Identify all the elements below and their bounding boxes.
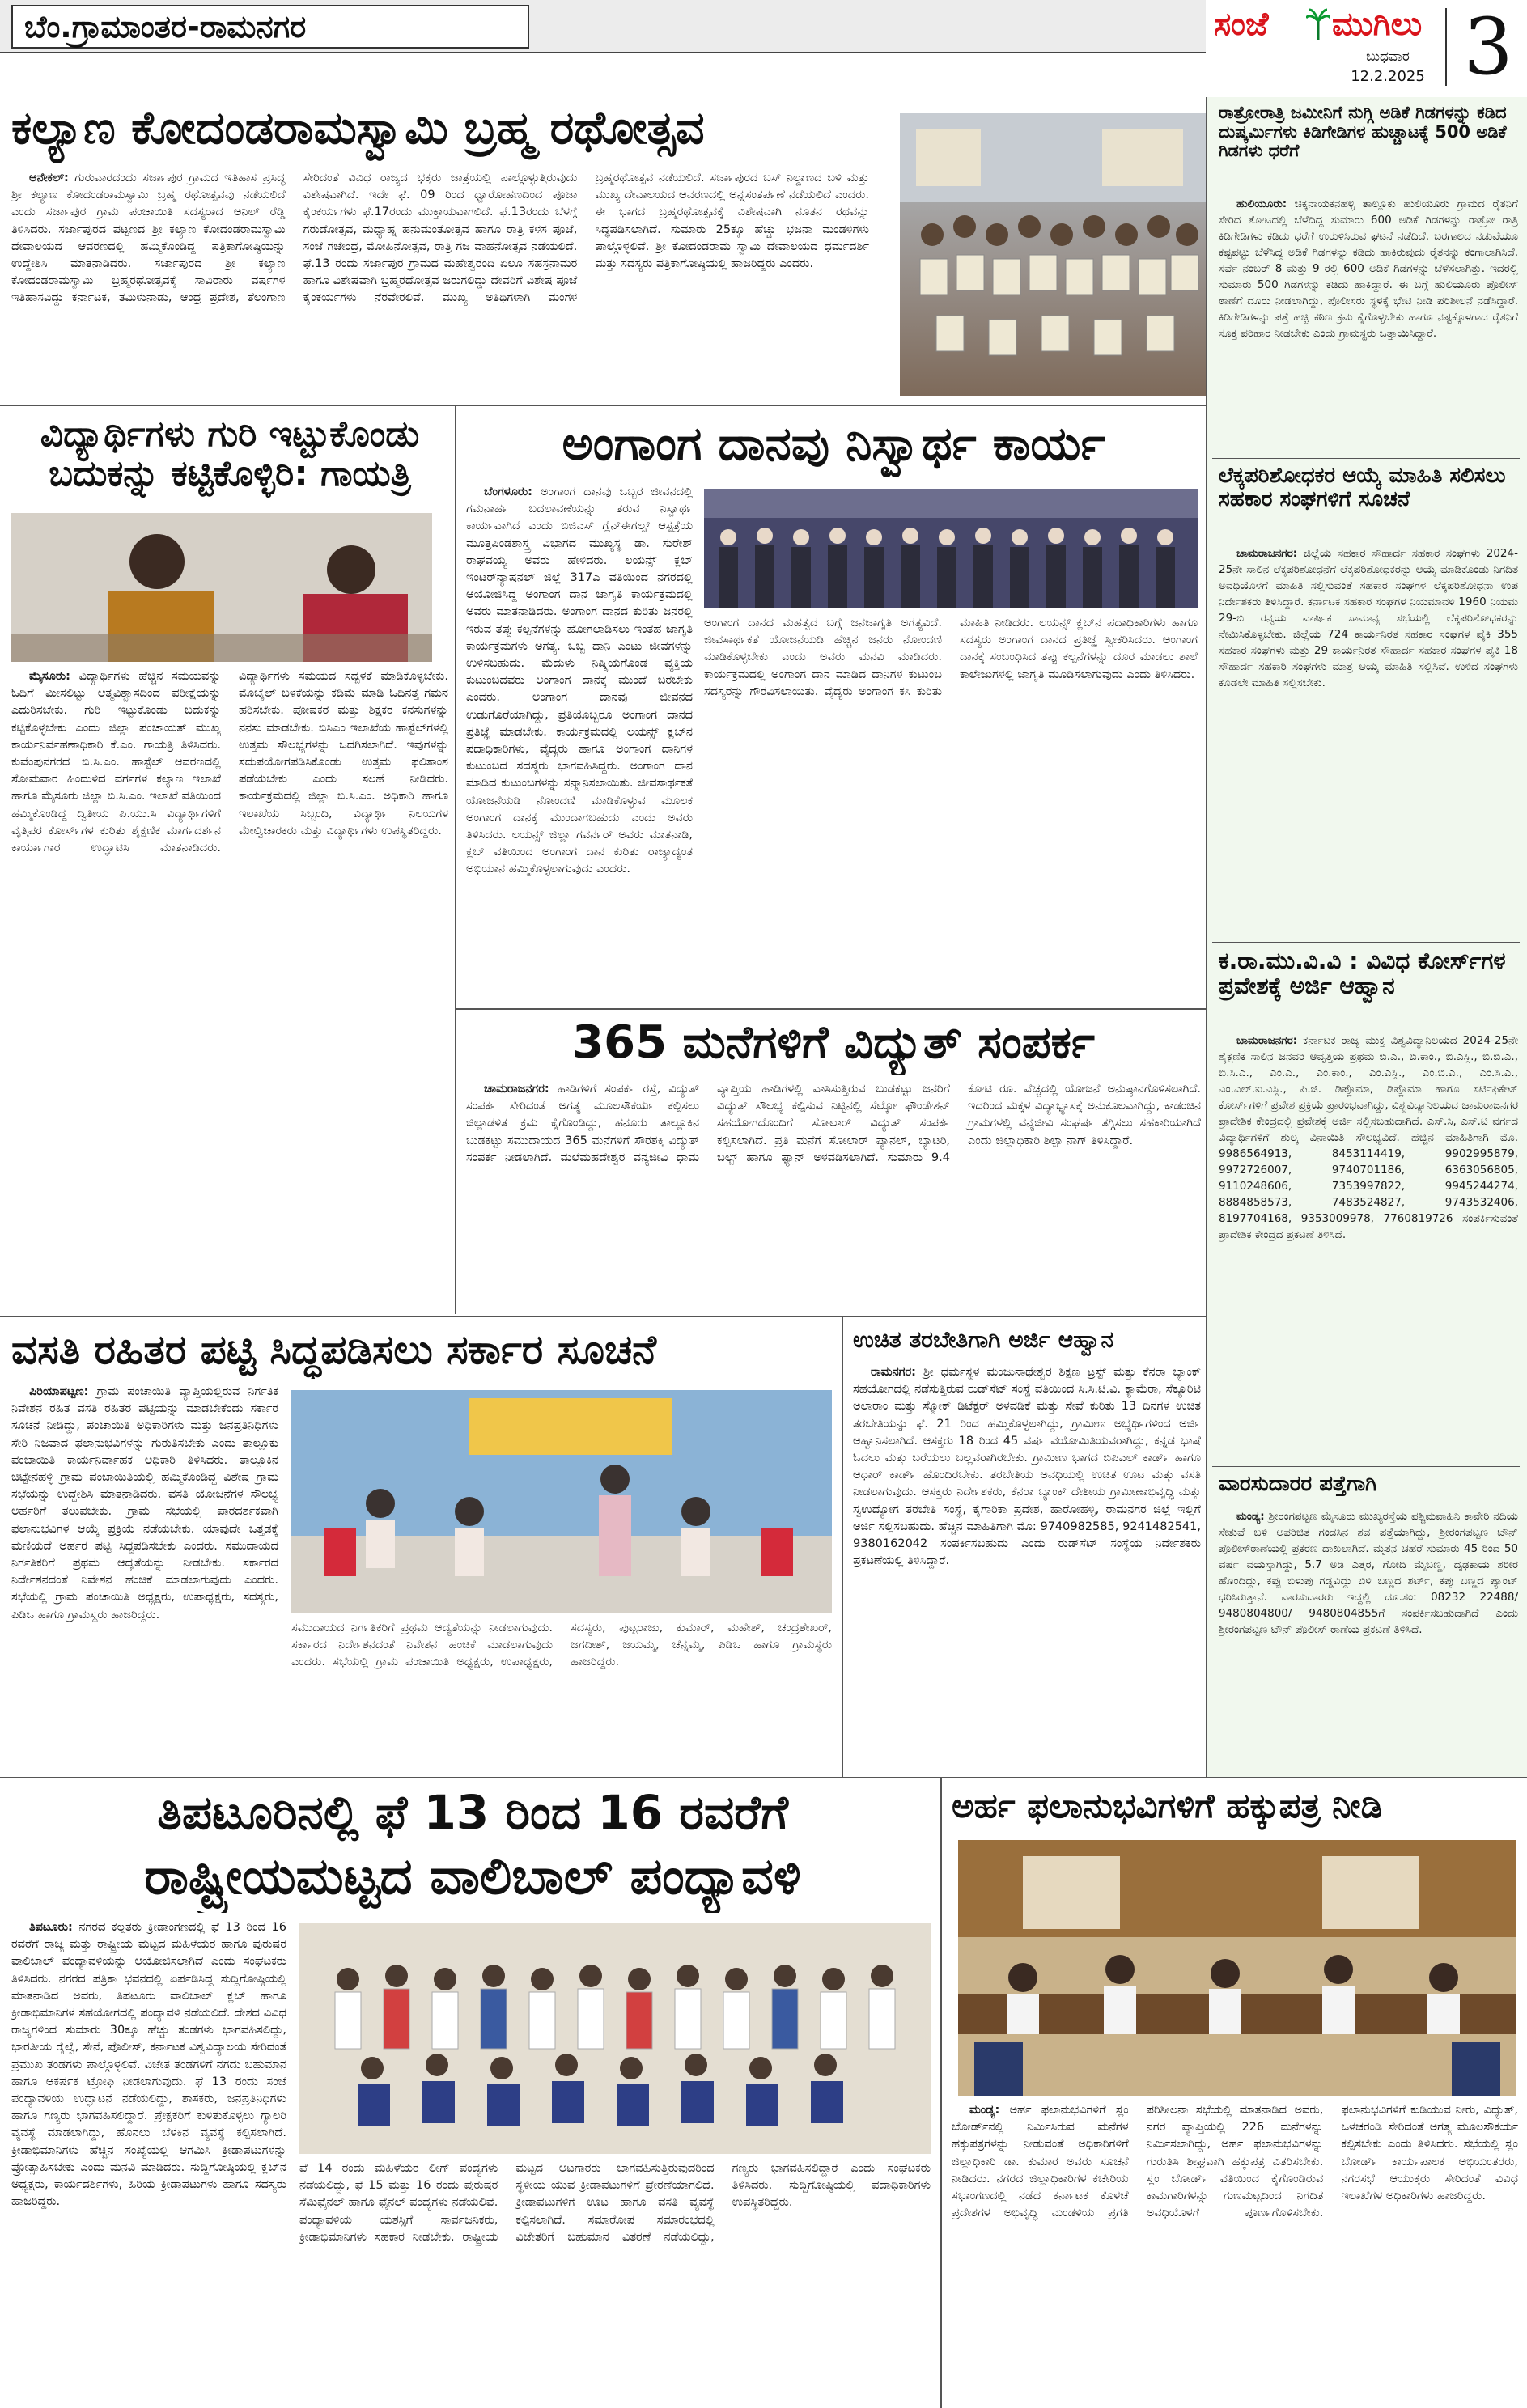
dignitaries-stage-icon (704, 489, 1198, 608)
kalyana-headline: ಕಲ್ಯಾಣ ಕೋದಂಡರಾಮಸ್ವಾಮಿ ಬ್ರಹ್ಮ ರಥೋತ್ಸವ (11, 104, 705, 155)
kara-body (1219, 1032, 1518, 1461)
kara-text: ಕರ್ನಾಟಕ ರಾಜ್ಯ ಮುಕ್ತ ವಿಶ್ವವಿದ್ಯಾನಿಲಯದ 2024-25ನೇ ಶೈಕ್ಷಣಿಕ ಸಾಲಿನ ಜನವರಿ ಆವೃತ್ತಿಯ ಪ್ರಥಮ ಬಿ.ಎ., ಬಿ.ಕಾಂ., ಬಿ.ಎಸ್ಸಿ., ಬಿ.ಬಿ.ಎ., ಬಿ.ಸಿ.ಎ., ಎಂ.ಎ., ಎಂ.ಕಾಂ., ಎಂ.ಎಸ್ಸಿ., ಎಂ.ಬಿ.ಎ., ಎಂ.ಸಿ.ಎ., ಎಂ.ಎಲ್.ಐ.ಎಸ್ಸಿ., ಪಿ.ಜಿ. ಡಿಪ್ಲೊಮಾ, ಡಿಪ್ಲೊಮಾ ಹಾಗೂ ಸರ್ಟಿಫಿಕೇಟ್ ಕೋರ್ಸ್‌ಗಳಿಗೆ ಪ್ರವೇಶ ಪ್ರಕ್ರಿಯೆ ಪ್ರಾರಂಭವಾಗಿದ್ದು, ವಿಶ್ವವಿದ್ಯಾನಿಲಯದ ಚಾಮರಾಜನಗರ ಪ್ರಾದೇಶಿಕ ಕೇಂದ್ರದಲ್ಲಿ ಪ್ರವೇಶಕ್ಕೆ ಅರ್ಜಿ ಸಲ್ಲಿಸಬಹುದಾಗಿದೆ. ಎಸ್.ಸಿ, ಎಸ್.ಟಿ ವರ್ಗದ ವಿದ್ಯಾರ್ಥಿಗಳಿಗೆ ಶುಲ್ಕ ವಿನಾಯಿತಿ ಸೌಲಭ್ಯವಿದೆ. ಹೆಚ್ಚಿನ ಮಾಹಿತಿಗಾಗಿ ಮೊ. 9986564913, 8453114419, 9902995879, 9972726007, 9740701186, 6363056805, 9110248606, 7353997822, 9945244274, 8884858573, 7483524827, 9743532406, 8197704168, 9353009978, 7760819726 ಸಂಪರ್ಕಿಸುವಂತೆ ಪ್ರಾದೇಶಿಕ ಕೇಂದ್ರದ ಪ್ರಕಟಣೆ ತಿಳಿಸಿದೆ. (1219, 1034, 1518, 1241)
arha-text: ಅರ್ಹ ಫಲಾನುಭವಿಗಳಿಗೆ ಸ್ಲಂ ಬೋರ್ಡ್‌ನಲ್ಲಿ ನಿರ್ಮಿಸಿರುವ ಮನೆಗಳ ಹಕ್ಕುಪತ್ರಗಳನ್ನು ನೀಡುವಂತೆ ಅಧಿಕಾರಿಗಳಿಗೆ ಜಿಲ್ಲಾಧಿಕಾರಿ ಡಾ. ಕುಮಾರ ಅವರು ಸೂಚನೆ ನೀಡಿದರು. ನಗರದ ಜಿಲ್ಲಾಧಿಕಾರಿಗಳ ಕಚೇರಿಯ ಸಭಾಂಗಣದಲ್ಲಿ ನಡೆದ ಕರ್ನಾಟಕ ಕೊಳಚೆ ಪ್ರದೇಶಗಳ ಅಭಿವೃದ್ಧಿ ಮಂಡಳಿಯ ಪ್ರಗತಿ ಪರಿಶೀಲನಾ ಸಭೆಯಲ್ಲಿ ಮಾತನಾಡಿದ ಅವರು, ನಗರ ವ್ಯಾಪ್ತಿಯಲ್ಲಿ 226 ಮನೆಗಳನ್ನು ನಿರ್ಮಿಸಲಾಗಿದ್ದು, ಅರ್ಹ ಫಲಾನುಭವಿಗಳನ್ನು ಗುರುತಿಸಿ ಶೀಘ್ರವಾಗಿ ಹಕ್ಕುಪತ್ರ ವಿತರಿಸಬೇಕು. ಸ್ಲಂ ಬೋರ್ಡ್ ವತಿಯಿಂದ ಕೈಗೊಂಡಿರುವ ಕಾಮಗಾರಿಗಳನ್ನು ಗುಣಮಟ್ಟದಿಂದ ನಿಗದಿತ ಅವಧಿಯೊಳಗೆ ಪೂರ್ಣಗೊಳಿಸಬೇಕು. ಫಲಾನುಭವಿಗಳಿಗೆ ಕುಡಿಯುವ ನೀರು, ವಿದ್ಯುತ್, ಒಳಚರಂಡಿ ಸೇರಿದಂತೆ ಅಗತ್ಯ ಮೂಲಸೌಕರ್ಯ ಕಲ್ಪಿಸಬೇಕು ಎಂದು ತಿಳಿಸಿದರು. ಸಭೆಯಲ್ಲಿ ಸ್ಲಂ ಬೋರ್ಡ್ ಕಾರ್ಯಪಾಲಕ ಅಭಿಯಂತರರು, ನಗರಸಭೆ ಆಯುಕ್ತರು ಸೇರಿದಂತೆ ವಿವಿಧ ಇಲಾಖೆಗಳ ಅಧಿಕಾರಿಗಳು ಹಾಜರಿದ್ದರು. (952, 2104, 1518, 2220)
vasati-photo (291, 1390, 832, 1613)
tiptur-headline-line1: ತಿಪಟೂರಿನಲ್ಲಿ ಫೆ 13 ರಿಂದ 16 ರವರೆಗೆ (157, 1787, 788, 1840)
vasati-body-right (291, 1620, 832, 1769)
vara-text: ಶ್ರೀರಂಗಪಟ್ಟಣ ಮೈಸೂರು ಮುಖ್ಯರಸ್ತೆಯ ಪಶ್ಚಿಮವಾಹಿನಿ ಕಾವೇರಿ ನದಿಯ ಸೇತುವೆ ಬಳಿ ಅಪರಿಚಿತ ಗಂಡಸಿನ ಶವ ಪತ್ತೆಯಾಗಿದ್ದು, ಶ್ರೀರಂಗಪಟ್ಟಣ ಟೌನ್ ಪೊಲೀಸ್‌ಠಾಣೆಯಲ್ಲಿ ಪ್ರಕರಣ ದಾಖಲಾಗಿದೆ. ಮೃತನ ಚಹರೆ ಸುಮಾರು 45 ರಿಂದ 50 ವರ್ಷ ವಯಸ್ಸಾಗಿದ್ದು, 5.7 ಅಡಿ ಎತ್ತರ, ಗೋದಿ ಮೈಬಣ್ಣ, ದೃಢಕಾಯ ಶರೀರ ಹೊಂದಿದ್ದು, ಕಪ್ಪು ಬಿಳುಪು ಗಡ್ಡವಿದ್ದು ಬಿಳಿ ಬಣ್ಣದ ಶರ್ಟ್, ಕಪ್ಪು ಬಣ್ಣದ ಪ್ಯಾಂಟ್ ಧರಿಸಿರುತ್ತಾನೆ. ವಾರಸುದಾರರು ಇದ್ದಲ್ಲಿ ದೂ.ಸಂ: 08232 22488/ 9480804800/ 9480804855ಗೆ ಸಂಪರ್ಕಿಸಬಹುದಾಗಿದೆ ಎಂದು ಶ್ರೀರಂಗಪಟ್ಟಣ ಟೌನ್ ಪೊಲೀಸ್ ಠಾಣೆಯ ಪ್ರಕಟಣೆ ತಿಳಿಸಿದೆ. (1219, 1510, 1518, 1636)
lekka-body (1219, 545, 1518, 937)
tiptur-headline-line2: ರಾಷ್ಟ್ರೀಯಮಟ್ಟದ ವಾಲಿಬಾಲ್ ಪಂದ್ಯಾವಳಿ (144, 1848, 801, 1906)
arha-dateline: ಮಂಡ್ಯ: (969, 2104, 1000, 2117)
vasati-continuation: ಸಮುದಾಯದ ನಿರ್ಗತಿಕರಿಗೆ ಪ್ರಥಮ ಆದ್ಯತೆಯನ್ನು ನೀಡಲಾಗುವುದು. ಸರ್ಕಾರದ ನಿರ್ದೇಶನದಂತೆ ನಿವೇಶನ ಹಂಚಿಕೆ ಮಾಡಲಾಗುವುದು ಎಂದರು. ಸಭೆಯಲ್ಲಿ ಗ್ರಾಮ ಪಂಚಾಯಿತಿ ಅಧ್ಯಕ್ಷರು, ಉಪಾಧ್ಯಕ್ಷರು, ಸದಸ್ಯರು, ಪುಟ್ಟರಾಜು, ಕುಮಾರ್, ಮಹೇಶ್, ಚಂದ್ರಶೇಖರ್, ಜಗದೀಶ್, ಜಯಮ್ಮ, ಚೆನ್ನಮ್ಮ, ಪಿಡಿಒ ಹಾಗೂ ಗ್ರಾಮಸ್ಥರು ಹಾಜರಿದ್ದರು. (291, 1622, 832, 1669)
angaanga-text: ಅಂಗಾಂಗ ದಾನವು ಒಬ್ಬರ ಜೀವನದಲ್ಲಿ ಗಮನಾರ್ಹ ಬದಲಾವಣೆಯನ್ನು ತರುವ ನಿಸ್ವಾರ್ಥ ಕಾರ್ಯವಾಗಿದೆ ಎಂದು ಬಿಜಿಎಸ್ ಗ್ಲೆನ್‌ಈಗಲ್ಸ್ ಆಸ್ಪತ್ರೆಯ ಮೂತ್ರಪಿಂಡಶಾಸ್ತ್ರ ವಿಭಾಗದ ಮುಖ್ಯಸ್ಥ ಡಾ. ಸುರೇಶ್ ರಾಘವಯ್ಯ ಅವರು ಹೇಳಿದರು. ಲಯನ್ಸ್ ಕ್ಲಬ್ ಇಂಟರ್‌ನ್ಯಾಷನಲ್ ಜಿಲ್ಲೆ 317ಎ ವತಿಯಿಂದ ನಗರದಲ್ಲಿ ಆಯೋಜಿಸಿದ್ದ ಅಂಗಾಂಗ ದಾನ ಜಾಗೃತಿ ಕಾರ್ಯಕ್ರಮದಲ್ಲಿ ಅವರು ಮಾತನಾಡಿದರು. ಅಂಗಾಂಗ ದಾನದ ಕುರಿತು ಜನರಲ್ಲಿ ಇರುವ ತಪ್ಪು ಕಲ್ಪನೆಗಳನ್ನು ಹೋಗಲಾಡಿಸಲು ಇಂತಹ ಜಾಗೃತಿ ಕಾರ್ಯಕ್ರಮಗಳು ಅಗತ್ಯ. ಒಬ್ಬ ದಾನಿ ಎಂಟು ಜೀವಗಳನ್ನು ಉಳಿಸಬಹುದು. ಮೆದುಳು ನಿಷ್ಕ್ರಿಯಗೊಂಡ ವ್ಯಕ್ತಿಯ ಕುಟುಂಬದವರು ಅಂಗಾಂಗ ದಾನಕ್ಕೆ ಮುಂದೆ ಬರಬೇಕು ಎಂದರು. ಅಂಗಾಂಗ ದಾನವು ಜೀವನದ ಉಡುಗೊರೆಯಾಗಿದ್ದು, ಪ್ರತಿಯೊಬ್ಬರೂ ಅಂಗಾಂಗ ದಾನದ ಪ್ರತಿಜ್ಞೆ ಮಾಡಬೇಕು. ಕಾರ್ಯಕ್ರಮದಲ್ಲಿ ಲಯನ್ಸ್ ಕ್ಲಬ್‌ನ ಪದಾಧಿಕಾರಿಗಳು, ವೈದ್ಯರು ಹಾಗೂ ಅಂಗಾಂಗ ದಾನಿಗಳ ಕುಟುಂಬದ ಸದಸ್ಯರು ಭಾಗವಹಿಸಿದ್ದರು. ಅಂಗಾಂಗ ದಾನ ಮಾಡಿದ ಕುಟುಂಬಗಳನ್ನು ಸನ್ಮಾನಿಸಲಾಯಿತು. ಜೀವಸಾರ್ಥಕತೆ ಯೋಜನೆಯಡಿ ನೋಂದಣಿ ಮಾಡಿಕೊಳ್ಳುವ ಮೂಲಕ ಅಂಗಾಂಗ ದಾನಕ್ಕೆ ಮುಂದಾಗಬಹುದು ಎಂದು ಅವರು ತಿಳಿಸಿದರು. ಲಯನ್ಸ್ ಜಿಲ್ಲಾ ಗವರ್ನರ್ ಅವರು ಮಾತನಾಡಿ, ಕ್ಲಬ್ ವತಿಯಿಂದ ಅಂಗಾಂಗ ದಾನ ಕುರಿತು ರಾಜ್ಯಾದ್ಯಂತ ಅಭಿಯಾನ ಹಮ್ಮಿಕೊಳ್ಳಲಾಗುವುದು ಎಂದರು. (466, 485, 693, 876)
officials-seated-icon (11, 513, 432, 662)
angaanga-body-left (466, 484, 693, 1003)
kara-dateline: ಚಾಮರಾಜನಗರ: (1236, 1034, 1298, 1047)
angaanga-continuation: ಅಂಗಾಂಗ ದಾನದ ಮಹತ್ವದ ಬಗ್ಗೆ ಜನಜಾಗೃತಿ ಅಗತ್ಯವಿದೆ. ಜೀವಸಾರ್ಥಕತೆ ಯೋಜನೆಯಡಿ ಹೆಚ್ಚಿನ ಜನರು ನೋಂದಣಿ ಮಾಡಿಕೊಳ್ಳಬೇಕು ಎಂದು ಅವರು ಮನವಿ ಮಾಡಿದರು. ಕಾರ್ಯಕ್ರಮದಲ್ಲಿ ಅಂಗಾಂಗ ದಾನ ಮಾಡಿದ ದಾನಿಗಳ ಕುಟುಂಬ ಸದಸ್ಯರನ್ನು ಗೌರವಿಸಲಾಯಿತು. ವೈದ್ಯರು ಅಂಗಾಂಗ ಕಸಿ ಕುರಿತು ಮಾಹಿತಿ ನೀಡಿದರು. ಲಯನ್ಸ್ ಕ್ಲಬ್‌ನ ಪದಾಧಿಕಾರಿಗಳು ಹಾಗೂ ಸದಸ್ಯರು ಅಂಗಾಂಗ ದಾನದ ಪ್ರತಿಜ್ಞೆ ಸ್ವೀಕರಿಸಿದರು. ಅಂಗಾಂಗ ದಾನಕ್ಕೆ ಸಂಬಂಧಿಸಿದ ತಪ್ಪು ಕಲ್ಪನೆಗಳನ್ನು ದೂರ ಮಾಡಲು ಶಾಲೆ ಕಾಲೇಜುಗಳಲ್ಲಿ ಜಾಗೃತಿ ಮೂಡಿಸಲಾಗುವುದು ಎಂದು ತಿಳಿಸಿದರು. (704, 617, 1198, 698)
issue-date: 12.2.2025 (1351, 68, 1425, 85)
paper-name-right: ಮುಗಿಲು (1332, 6, 1423, 43)
section-bar (0, 0, 1206, 53)
vidyut-dateline: ಚಾಮರಾಜನಗರ: (484, 1083, 549, 1096)
ratri-dateline: ಹುಲಿಯೂರು: (1236, 197, 1287, 210)
officials-meeting-icon (291, 1390, 832, 1613)
lekka-text: ಜಿಲ್ಲೆಯ ಸಹಕಾರ ಸೌಹಾರ್ದ ಸಹಕಾರ ಸಂಘಗಳು 2024-25ನೇ ಸಾಲಿನ ಲೆಕ್ಕಪರಿಶೋಧನೆಗೆ ಲೆಕ್ಕಪರಿಶೋಧಕರನ್ನು ಆಯ್ಕೆ ಮಾಡಿಕೊಂಡು ನಿಗದಿತ ಅವಧಿಯೊಳಗೆ ಮಾಹಿತಿ ಸಲ್ಲಿಸುವಂತೆ ಸಹಕಾರ ಸಂಘಗಳ ಲೆಕ್ಕಪರಿಶೋಧನಾ ಉಪ ನಿರ್ದೇಶಕರು ತಿಳಿಸಿದ್ದಾರೆ. ಕರ್ನಾಟಕ ಸಹಕಾರ ಸಂಘಗಳ ನಿಯಮಾವಳಿ 1960 ನಿಯಮ 29-ಬಿ ರನ್ವಯ ವಾರ್ಷಿಕ ಸಾಮಾನ್ಯ ಸಭೆಯಲ್ಲಿ ಲೆಕ್ಕಪರಿಶೋಧಕರನ್ನು ನೇಮಿಸಿಕೊಳ್ಳಬೇಕು. ಜಿಲ್ಲೆಯ 724 ಕಾರ್ಯನಿರತ ಸಹಕಾರ ಸಂಘಗಳ ಪೈಕಿ 355 ಸಹಕಾರ ಸಂಘಗಳು ಮತ್ತು 29 ಕಾರ್ಯನಿರತ ಸೌಹಾರ್ದ ಸಹಕಾರ ಸಂಘಗಳ ಪೈಕಿ 18 ಸೌಹಾರ್ದ ಸಹಕಾರಿ ಸಂಘಗಳು ಮಾತ್ರ ಆಯ್ಕೆ ಮಾಹಿತಿ ಸಲ್ಲಿಸಿವೆ. ಉಳಿದ ಸಂಘಗಳು ಕೂಡಲೇ ಮಾಹಿತಿ ಸಲ್ಲಿಸಬೇಕು. (1219, 547, 1518, 689)
kalyana-dateline: ಆನೇಕಲ್: (29, 172, 69, 184)
section-label: ಬೆಂ.ಗ್ರಾಮಾಂತರ-ರಾಮನಗರ (24, 9, 307, 45)
kalyana-body (11, 170, 869, 405)
page-number-divider (1445, 8, 1447, 86)
vasati-body-left (11, 1384, 278, 1769)
palm-tree-icon (1306, 8, 1330, 40)
tiptur-body-left (11, 1919, 286, 2402)
team-group-photo-icon (299, 1923, 931, 2154)
masthead-brand (1214, 0, 1527, 97)
angaanga-body-right (704, 615, 1198, 1003)
tiptur-body-right (299, 2160, 931, 2402)
arha-headline: ಅರ್ಹ ಫಲಾನುಭವಿಗಳಿಗೆ ಹಕ್ಕುಪತ್ರ ನೀಡಿ (952, 1787, 1383, 1825)
rule-h-1 (0, 405, 1206, 406)
angaanga-photo (704, 489, 1198, 608)
arha-photo (958, 1840, 1516, 2096)
lekka-dateline: ಚಾಮರಾಜನಗರ: (1236, 547, 1298, 560)
tiptur-dateline: ತಿಪಟೂರು: (29, 1921, 73, 1934)
tiptur-continuation: ಫೆ 14 ರಂದು ಮಹಿಳೆಯರ ಲೀಗ್ ಪಂದ್ಯಗಳು ನಡೆಯಲಿದ್ದು, ಫೆ 15 ಮತ್ತು 16 ರಂದು ಪುರುಷರ ಸೆಮಿಫೈನಲ್ ಹಾಗೂ ಫೈನಲ್ ಪಂದ್ಯಗಳು ನಡೆಯಲಿವೆ. ಪಂದ್ಯಾವಳಿಯ ಯಶಸ್ಸಿಗೆ ಸಾರ್ವಜನಿಕರು, ಕ್ರೀಡಾಭಿಮಾನಿಗಳು ಸಹಕಾರ ನೀಡಬೇಕು. ರಾಷ್ಟ್ರೀಯ ಮಟ್ಟದ ಆಟಗಾರರು ಭಾಗವಹಿಸುತ್ತಿರುವುದರಿಂದ ಸ್ಥಳೀಯ ಯುವ ಕ್ರೀಡಾಪಟುಗಳಿಗೆ ಪ್ರೇರಣೆಯಾಗಲಿದೆ. ಕ್ರೀಡಾಪಟುಗಳಿಗೆ ಊಟ ಹಾಗೂ ವಸತಿ ವ್ಯವಸ್ಥೆ ಕಲ್ಪಿಸಲಾಗಿದೆ. ಸಮಾರೋಪ ಸಮಾರಂಭದಲ್ಲಿ ವಿಜೇತರಿಗೆ ಬಹುಮಾನ ವಿತರಣೆ ನಡೆಯಲಿದ್ದು, ಗಣ್ಯರು ಭಾಗವಹಿಸಲಿದ್ದಾರೆ ಎಂದು ಸಂಘಟಕರು ತಿಳಿಸಿದರು. ಸುದ್ದಿಗೋಷ್ಠಿಯಲ್ಲಿ ಪದಾಧಿಕಾರಿಗಳು ಉಪಸ್ಥಿತರಿದ್ದರು. (299, 2162, 931, 2244)
rule-h-3 (0, 1316, 1206, 1317)
tiptur-text: ನಗರದ ಕಲ್ಪತರು ಕ್ರೀಡಾಂಗಣದಲ್ಲಿ ಫೆ 13 ರಿಂದ 16 ರವರೆಗೆ ರಾಜ್ಯ ಮತ್ತು ರಾಷ್ಟ್ರೀಯ ಮಟ್ಟದ ಮಹಿಳೆಯರ ಹಾಗೂ ಪುರುಷರ ವಾಲಿಬಾಲ್ ಪಂದ್ಯಾವಳಿಯನ್ನು ಆಯೋಜಿಸಲಾಗಿದೆ ಎಂದು ಸಂಘಟಕರು ತಿಳಿಸಿದರು. ನಗರದ ಪತ್ರಿಕಾ ಭವನದಲ್ಲಿ ಏರ್ಪಡಿಸಿದ್ದ ಸುದ್ದಿಗೋಷ್ಠಿಯಲ್ಲಿ ಮಾತನಾಡಿದ ಅವರು, ತಿಪಟೂರು ವಾಲಿಬಾಲ್ ಕ್ಲಬ್ ಹಾಗೂ ಕ್ರೀಡಾಭಿಮಾನಿಗಳ ಸಹಯೋಗದಲ್ಲಿ ಪಂದ್ಯಾವಳಿ ನಡೆಯಲಿದೆ. ದೇಶದ ವಿವಿಧ ರಾಜ್ಯಗಳಿಂದ ಸುಮಾರು 30ಕ್ಕೂ ಹೆಚ್ಚು ತಂಡಗಳು ಭಾಗವಹಿಸಲಿದ್ದು, ಭಾರತೀಯ ರೈಲ್ವೆ, ಸೇನೆ, ಪೊಲೀಸ್, ಕರ್ನಾಟಕ ವಿಶ್ವವಿದ್ಯಾಲಯ ಸೇರಿದಂತೆ ಪ್ರಮುಖ ತಂಡಗಳು ಪಾಲ್ಗೊಳ್ಳಲಿವೆ. ವಿಜೇತ ತಂಡಗಳಿಗೆ ನಗದು ಬಹುಮಾನ ಹಾಗೂ ಆಕರ್ಷಕ ಟ್ರೋಫಿ ನೀಡಲಾಗುವುದು. ಫೆ 13 ರಂದು ಸಂಜೆ ಪಂದ್ಯಾವಳಿಯ ಉದ್ಘಾಟನೆ ನಡೆಯಲಿದ್ದು, ಶಾಸಕರು, ಜನಪ್ರತಿನಿಧಿಗಳು ಹಾಗೂ ಗಣ್ಯರು ಭಾಗವಹಿಸಲಿದ್ದಾರೆ. ಪ್ರೇಕ್ಷಕರಿಗೆ ಕುಳಿತುಕೊಳ್ಳಲು ಗ್ಯಾಲರಿ ವ್ಯವಸ್ಥೆ ಮಾಡಲಾಗಿದ್ದು, ಹೊನಲು ಬೆಳಕಿನ ವ್ಯವಸ್ಥೆ ಕಲ್ಪಿಸಲಾಗಿದೆ. ಕ್ರೀಡಾಭಿಮಾನಿಗಳು ಹೆಚ್ಚಿನ ಸಂಖ್ಯೆಯಲ್ಲಿ ಆಗಮಿಸಿ ಕ್ರೀಡಾಪಟುಗಳನ್ನು ಪ್ರೋತ್ಸಾಹಿಸಬೇಕು ಎಂದು ಮನವಿ ಮಾಡಿದರು. ಸುದ್ದಿಗೋಷ್ಠಿಯಲ್ಲಿ ಕ್ಲಬ್‌ನ ಅಧ್ಯಕ್ಷರು, ಕಾರ್ಯದರ್ಶಿಗಳು, ಹಿರಿಯ ಕ್ರೀಡಾಪಟುಗಳು ಹಾಗೂ ಸದಸ್ಯರು ಹಾಜರಿದ್ದರು. (11, 1921, 286, 2209)
kalyana-text: ಗುರುವಾರದಂದು ಸರ್ಜಾಪುರ ಗ್ರಾಮದ ಇತಿಹಾಸ ಪ್ರಸಿದ್ಧ ಶ್ರೀ ಕಲ್ಯಾಣ ಕೋದಂಡರಾಮಸ್ವಾಮಿ ಬ್ರಹ್ಮ ರಥೋತ್ಸವವು ನಡೆಯಲಿದೆ ಎಂದು ಸರ್ಜಾಪುರ ಗ್ರಾಮ ಪಂಚಾಯಿತಿ ಸದಸ್ಯರಾದ ಅನಿಲ್ ರೆಡ್ಡಿ ತಿಳಿಸಿದರು. ಸರ್ಜಾಪುರದ ಪಟ್ಟಣದ ಶ್ರೀ ಕಲ್ಯಾಣ ಕೋದಂಡರಾಮಸ್ವಾಮಿ ದೇವಾಲಯದ ಆವರಣದಲ್ಲಿ ಹಮ್ಮಿಕೊಂಡಿದ್ದ ಪತ್ರಿಕಾಗೋಷ್ಠಿಯನ್ನು ಉದ್ದೇಶಿಸಿ ಮಾತನಾಡಿದರು. ಸರ್ಜಾಪುರದ ಶ್ರೀ ಕಲ್ಯಾಣ ಕೋದಂಡರಾಮಸ್ವಾಮಿ ಬ್ರಹ್ಮರಥೋತ್ಸವಕ್ಕೆ ಸಾವಿರಾರು ವರ್ಷಗಳ ಇತಿಹಾಸವಿದ್ದು ಕರ್ನಾಟಕ, ತಮಿಳುನಾಡು, ಆಂಧ್ರ ಪ್ರದೇಶ, ತೆಲಂಗಾಣ ಸೇರಿದಂತೆ ವಿವಿಧ ರಾಜ್ಯದ ಭಕ್ತರು ಜಾತ್ರೆಯಲ್ಲಿ ಪಾಲ್ಗೊಳ್ಳುತ್ತಿರುವುದು ವಿಶೇಷವಾಗಿದೆ. ಇದೇ ಫೆ. 09 ರಿಂದ ಧ್ವಾರೋಹಣದಿಂದ ಪೂಜಾ ಕೈಂಕರ್ಯಗಳು ಫೆ.17ರಂದು ಮುಕ್ತಾಯವಾಗಲಿದೆ. ಫೆ.13ರಂದು ಬೆಳಗ್ಗೆ ಗರುಡೋತ್ಸವ, ಮಧ್ಯಾಹ್ನ ಹನುಮಂತೋತ್ಸವ ಹಾಗೂ ರಾತ್ರಿ ಕಳಸ ಪೂಜೆ, ಸಂಜೆ ಗಜೇಂದ್ರ, ಮೋಹಿನೋತ್ಸವ, ರಾತ್ರಿ ಗಜ ವಾಹನೋತ್ಸವ ನಡೆಯಲಿದೆ. ಫೆ.13 ರಂದು ಸರ್ಜಾಪುರ ಗ್ರಾಮದ ಮಹೇಶ್ವರಂದಿ ಏಲೂ ಸಹಸ್ರನಾಮರ ಹಾಗೂ ವಿಶೇಷವಾಗಿ ಬ್ರಹ್ಮರಥೋತ್ಸವ ಜರುಗಲಿದ್ದು ದೇವರಿಗೆ ವಿಶೇಷ ಪೂಜೆ ಕೈಂಕರ್ಯಗಳು ನೆರವೇರಲಿವೆ. ಮುಖ್ಯ ಅತಿಥಿಗಳಾಗಿ ಮಂಗಳ ಬ್ರಹ್ಮರಥೋತ್ಸವ ನಡೆಯಲಿದೆ. ಸರ್ಜಾಪುರದ ಬಸ್ ನಿಲ್ದಾಣದ ಬಳಿ ಮತ್ತು ಮುಖ್ಯ ದೇವಾಲಯದ ಆವರಣದಲ್ಲಿ ಅನ್ನಸಂತರ್ಪಣೆ ನಡೆಯಲಿದೆ ಎಂದರು. ಈ ಭಾಗದ ಬ್ರಹ್ಮರಥೋತ್ಸವಕ್ಕೆ ವಿಶೇಷವಾಗಿ ನೂತನ ರಥವನ್ನು ಸಿದ್ಧಪಡಿಸಲಾಗಿದೆ. ಸುಮಾರು 25ಕ್ಕೂ ಹೆಚ್ಚು ಭಜನಾ ಮಂಡಳಿಗಳು ಪಾಲ್ಗೊಳ್ಳಲಿವೆ. ಶ್ರೀ ಕೋದಂಡರಾಮ ಸ್ವಾಮಿ ದೇವಾಲಯದ ಧರ್ಮದರ್ಶಿ ಮತ್ತು ಸದಸ್ಯರು ಪತ್ರಿಕಾಗೋಷ್ಠಿಯಲ್ಲಿ ಹಾಜರಿದ್ದರು ಎಂದರು. (11, 172, 869, 305)
vidyut-headline: 365 ಮನೆಗಳಿಗೆ ವಿದ್ಯುತ್ ಸಂಪರ್ಕ (572, 1018, 1095, 1069)
uchita-headline: ಉಚಿತ ತರಬೇತಿಗಾಗಿ ಅರ್ಜಿ ಆಹ್ವಾನ (853, 1327, 1114, 1353)
vidyarthi-photo (11, 513, 432, 662)
vasati-text: ಗ್ರಾಮ ಪಂಚಾಯಿತಿ ವ್ಯಾಪ್ತಿಯಲ್ಲಿರುವ ನಿರ್ಗತಿಕ ನಿವೇಶನ ರಹಿತ ವಸತಿ ರಹಿತರ ಪಟ್ಟಿಯನ್ನು ಮಾಡಬೇಕೆಂದು ಸರ್ಕಾರ ಸೂಚನೆ ನೀಡಿದ್ದು, ಪಂಚಾಯಿತಿ ಅಧಿಕಾರಿಗಳು ಮತ್ತು ಜನಪ್ರತಿನಿಧಿಗಳು ಸೇರಿ ನಿಜವಾದ ಫಲಾನುಭವಿಗಳನ್ನು ಗುರುತಿಸಬೇಕು ಎಂದು ತಾಲ್ಲೂಕು ಪಂಚಾಯಿತಿ ಕಾರ್ಯನಿರ್ವಾಹಕ ಅಧಿಕಾರಿ ತಿಳಿಸಿದರು. ತಾಲ್ಲೂಕಿನ ಚಿಟ್ಟೇನಹಳ್ಳಿ ಗ್ರಾಮ ಪಂಚಾಯಿತಿಯಲ್ಲಿ ಹಮ್ಮಿಕೊಂಡಿದ್ದ ವಿಶೇಷ ಗ್ರಾಮ ಸಭೆಯನ್ನು ಉದ್ದೇಶಿಸಿ ಮಾತನಾಡಿದರು. ವಸತಿ ಯೋಜನೆಗಳ ಸೌಲಭ್ಯ ಅರ್ಹರಿಗೆ ತಲುಪಬೇಕು. ಗ್ರಾಮ ಸಭೆಯಲ್ಲಿ ಪಾರದರ್ಶಕವಾಗಿ ಫಲಾನುಭವಿಗಳ ಆಯ್ಕೆ ಪ್ರಕ್ರಿಯೆ ನಡೆಯಬೇಕು. ಯಾವುದೇ ಒತ್ತಡಕ್ಕೆ ಮಣಿಯದೆ ಅರ್ಹರ ಪಟ್ಟಿ ಸಿದ್ಧಪಡಿಸಬೇಕು ಎಂದರು. ಸಮುದಾಯದ ನಿರ್ಗತಿಕರಿಗೆ ಪ್ರಥಮ ಆದ್ಯತೆಯನ್ನು ನೀಡಬೇಕು. ಸರ್ಕಾರದ ನಿರ್ದೇಶನದಂತೆ ನಿವೇಶನ ಹಂಚಿಕೆ ಮಾಡಲಾಗುವುದು ಎಂದರು. ಸಭೆಯಲ್ಲಿ ಗ್ರಾಮ ಪಂಚಾಯಿತಿ ಅಧ್ಯಕ್ಷರು, ಉಪಾಧ್ಯಕ್ಷರು, ಸದಸ್ಯರು, ಪಿಡಿಒ ಹಾಗೂ ಗ್ರಾಮಸ್ಥರು ಹಾಜರಿದ್ದರು. (11, 1385, 278, 1622)
page-number: 3 (1463, 2, 1513, 92)
rule-h-4 (0, 1777, 1527, 1778)
angaanga-headline: ಅಂಗಾಂಗ ದಾನವು ನಿಸ್ವಾರ್ಥ ಕಾರ್ಯ (562, 418, 1105, 471)
lekka-headline: ಲೆಕ್ಕಪರಿಶೋಧಕರ ಆಯ್ಕೆ ಮಾಹಿತಿ ಸಲಿಸಲು ಸಹಕಾರ ಸಂಘಗಳಿಗೆ ಸೂಚನೆ (1219, 464, 1506, 512)
vara-headline: ವಾರಸುದಾರರ ಪತ್ತೆಗಾಗಿ (1219, 1473, 1377, 1496)
vidyarthi-dateline: ಮೈಸೂರು: (29, 670, 70, 683)
uchita-body (853, 1364, 1201, 1769)
ratri-text: ಚಿಕ್ಕನಾಯಕನಹಳ್ಳಿ ತಾಲ್ಲೂಕು ಹುಲಿಯೂರು ಗ್ರಾಮದ ರೈತನಿಗೆ ಸೇರಿದ ತೋಟದಲ್ಲಿ ಬೆಳೆದಿದ್ದ ಸುಮಾರು 600 ಅಡಿಕೆ ಗಿಡಗಳನ್ನು ರಾತ್ರೋ ರಾತ್ರಿ ಕಿಡಿಗೇಡಿಗಳು ಕಡಿದು ಧರೆಗೆ ಉರುಳಿಸಿರುವ ಘಟನೆ ನಡೆದಿದೆ. ಬರಗಾಲದ ನಡುವೆಯೂ ಕಷ್ಟಪಟ್ಟು ಬೆಳೆಸಿದ್ದ ಅಡಿಕೆ ಗಿಡಗಳನ್ನು ಕಡಿದು ಹಾಕಿರುವುದು ರೈತನನ್ನು ಕಂಗಾಲಾಗಿಸಿದೆ. ಸರ್ವೆ ನಂಬರ್ 8 ಮತ್ತು 9 ರಲ್ಲಿ 600 ಅಡಿಕೆ ಗಿಡಗಳನ್ನು ಬೆಳೆಸಲಾಗಿತ್ತು. ಇದರಲ್ಲಿ ಸುಮಾರು 500 ಗಿಡಗಳನ್ನು ಕಡಿದು ಹಾಕಿದ್ದಾರೆ. ಈ ಬಗ್ಗೆ ಹುಲಿಯೂರು ಪೊಲೀಸ್ ಠಾಣೆಗೆ ದೂರು ನೀಡಲಾಗಿದ್ದು, ಪೊಲೀಸರು ಸ್ಥಳಕ್ಕೆ ಭೇಟಿ ನೀಡಿ ಪರಿಶೀಲನೆ ನಡೆಸಿದ್ದಾರೆ. ಕಿಡಿಗೇಡಿಗಳನ್ನು ಪತ್ತೆ ಹಚ್ಚಿ ಕಠಿಣ ಕ್ರಮ ಕೈಗೊಳ್ಳಬೇಕು ಹಾಗೂ ನಷ್ಟಕ್ಕೊಳಗಾದ ರೈತನಿಗೆ ಸೂಕ್ತ ಪರಿಹಾರ ನೀಡಬೇಕು ಎಂದು ಗ್ರಾಮಸ್ಥರು ಒತ್ತಾಯಿಸಿದ್ದಾರೆ. (1219, 197, 1518, 340)
arha-body (952, 2102, 1518, 2402)
vara-dateline: ಮಂಡ್ಯ: (1236, 1510, 1265, 1523)
vidyut-text: ಹಾಡಿಗಳಿಗೆ ಸಂಪರ್ಕ ರಸ್ತೆ, ವಿದ್ಯುತ್ ಸಂಪರ್ಕ ಸೇರಿದಂತೆ ಅಗತ್ಯ ಮೂಲಸೌಕರ್ಯ ಕಲ್ಪಿಸಲು ಜಿಲ್ಲಾಡಳಿತ ಕ್ರಮ ಕೈಗೊಂಡಿದ್ದು, ಹನೂರು ತಾಲ್ಲೂಕಿನ ಬುಡಕಟ್ಟು ಸಮುದಾಯದ 365 ಮನೆಗಳಿಗೆ ಸೌರಶಕ್ತಿ ವಿದ್ಯುತ್ ಸಂಪರ್ಕ ನೀಡಲಾಗಿದೆ. ಮಲೆಮಹದೇಶ್ವರ ವನ್ಯಜೀವಿ ಧಾಮ ವ್ಯಾಪ್ತಿಯ ಹಾಡಿಗಳಲ್ಲಿ ವಾಸಿಸುತ್ತಿರುವ ಬುಡಕಟ್ಟು ಜನರಿಗೆ ವಿದ್ಯುತ್ ಸೌಲಭ್ಯ ಕಲ್ಪಿಸುವ ನಿಟ್ಟಿನಲ್ಲಿ ಸೆಲ್ಕೋ ಫೌಂಡೇಶನ್ ಸಹಯೋಗದೊಂದಿಗೆ ಸೋಲಾರ್ ವಿದ್ಯುತ್ ಸಂಪರ್ಕ ಕಲ್ಪಿಸಲಾಗಿದೆ. ಪ್ರತಿ ಮನೆಗೆ ಸೋಲಾರ್ ಪ್ಯಾನಲ್, ಬ್ಯಾಟರಿ, ಬಲ್ಬ್ ಹಾಗೂ ಫ್ಯಾನ್ ಅಳವಡಿಸಲಾಗಿದೆ. ಸುಮಾರು 9.4 ಕೋಟಿ ರೂ. ವೆಚ್ಚದಲ್ಲಿ ಯೋಜನೆ ಅನುಷ್ಠಾನಗೊಳಿಸಲಾಗಿದೆ. ಇದರಿಂದ ಮಕ್ಕಳ ವಿದ್ಯಾಭ್ಯಾಸಕ್ಕೆ ಅನುಕೂಲವಾಗಿದ್ದು, ಕಾಡಂಚಿನ ಗ್ರಾಮಗಳಲ್ಲಿ ವನ್ಯಜೀವಿ ಸಂಘರ್ಷ ತಗ್ಗಿಸಲು ಸಹಕಾರಿಯಾಗಿದೆ ಎಂದು ಜಿಲ್ಲಾಧಿಕಾರಿ ಶಿಲ್ಪಾ ನಾಗ್ ತಿಳಿಸಿದ್ದಾರೆ. (466, 1083, 1201, 1164)
vidyarthi-text: ವಿದ್ಯಾರ್ಥಿಗಳು ಹೆಚ್ಚಿನ ಸಮಯವನ್ನು ಓದಿಗೆ ಮೀಸಲಿಟ್ಟು ಆತ್ಮವಿಶ್ವಾಸದಿಂದ ಪರೀಕ್ಷೆಯನ್ನು ಎದುರಿಸಬೇಕು. ಗುರಿ ಇಟ್ಟುಕೊಂಡು ಬದುಕನ್ನು ಕಟ್ಟಿಕೊಳ್ಳಬೇಕು ಎಂದು ಜಿಲ್ಲಾ ಪಂಚಾಯತ್ ಮುಖ್ಯ ಕಾರ್ಯನಿರ್ವಹಣಾಧಿಕಾರಿ ಕೆ.ಎಂ. ಗಾಯತ್ರಿ ತಿಳಿಸಿದರು. ಕುವೆಂಪುನಗರದ ಬಿ.ಸಿ.ಎಂ. ಹಾಸ್ಟೆಲ್ ಆವರಣದಲ್ಲಿ ಸೋಮವಾರ ಹಿಂದುಳಿದ ವರ್ಗಗಳ ಕಲ್ಯಾಣ ಇಲಾಖೆ ಹಾಗೂ ಮೈಸೂರು ಜಿಲ್ಲಾ ಬಿ.ಸಿ.ಎಂ. ಇಲಾಖೆ ವತಿಯಿಂದ ಹಮ್ಮಿಕೊಂಡಿದ್ದ ದ್ವಿತೀಯ ಪಿ.ಯು.ಸಿ ವಿದ್ಯಾರ್ಥಿಗಳಿಗೆ ವೃತ್ತಿಪರ ಕೋರ್ಸ್‌ಗಳ ಕುರಿತು ಶೈಕ್ಷಣಿಕ ಮಾರ್ಗದರ್ಶನ ಕಾರ್ಯಾಗಾರ ಉದ್ಘಾಟಿಸಿ ಮಾತನಾಡಿದರು. ವಿದ್ಯಾರ್ಥಿಗಳು ಸಮಯದ ಸದ್ಬಳಕೆ ಮಾಡಿಕೊಳ್ಳಬೇಕು. ಮೊಬೈಲ್ ಬಳಕೆಯನ್ನು ಕಡಿಮೆ ಮಾಡಿ ಓದಿನತ್ತ ಗಮನ ಹರಿಸಬೇಕು. ಪೋಷಕರ ಮತ್ತು ಶಿಕ್ಷಕರ ಕನಸುಗಳನ್ನು ನನಸು ಮಾಡಬೇಕು. ಬಿಸಿಎಂ ಇಲಾಖೆಯ ಹಾಸ್ಟೆಲ್‌ಗಳಲ್ಲಿ ಉತ್ತಮ ಸೌಲಭ್ಯಗಳನ್ನು ಒದಗಿಸಲಾಗಿದೆ. ಇವುಗಳನ್ನು ಸದುಪಯೋಗಪಡಿಸಿಕೊಂಡು ಉತ್ತಮ ಫಲಿತಾಂಶ ಪಡೆಯಬೇಕು ಎಂದು ಸಲಹೆ ನೀಡಿದರು. ಕಾರ್ಯಕ್ರಮದಲ್ಲಿ ಜಿಲ್ಲಾ ಬಿ.ಸಿ.ಎಂ. ಅಧಿಕಾರಿ ಹಾಗೂ ಇಲಾಖೆಯ ಸಿಬ್ಬಂದಿ, ವಿದ್ಯಾರ್ಥಿ ನಿಲಯಗಳ ಮೇಲ್ವಿಚಾರಕರು ಮತ್ತು ವಿದ್ಯಾರ್ಥಿಗಳು ಉಪಸ್ಥಿತರಿದ್ದರು. (11, 670, 448, 855)
meeting-hall-icon (958, 1840, 1516, 2096)
ratri-body (1219, 196, 1518, 453)
ratri-headline: ರಾತ್ರೋರಾತ್ರಿ ಜಮೀನಿಗೆ ನುಗ್ಗಿ ಅಡಿಕೆ ಗಿಡಗಳನ್ನು ಕಡಿದ ದುಷ್ಕರ್ಮಿಗಳು ಕಿಡಿಗೇಡಿಗಳ ಹುಚ್ಚಾಟಕ್ಕೆ 500 ಅಡಿಕೆ ಗಿಡಗಳು ಧರೆಗೆ (1219, 104, 1507, 161)
issue-day: ಬುಧವಾರ (1366, 49, 1410, 65)
vasati-dateline: ಪಿರಿಯಾಪಟ್ಟಣ: (29, 1385, 89, 1398)
angaanga-dateline: ಬೆಂಗಳೂರು: (484, 485, 532, 498)
rule-side-3 (1212, 1466, 1520, 1467)
rule-v-1 (455, 406, 456, 1314)
vasati-headline: ವಸತಿ ರಹಿತರ ಪಟ್ಟಿ ಸಿದ್ಧಪಡಿಸಲು ಸರ್ಕಾರ ಸೂಚನೆ (11, 1327, 656, 1373)
vara-body (1219, 1508, 1518, 1767)
paper-name-left: ಸಂಜೆ (1214, 6, 1269, 43)
rule-side-1 (1212, 458, 1520, 459)
kara-headline: ಕ.ರಾ.ಮು.ವಿ.ವಿ : ವಿವಿಧ ಕೋರ್ಸ್‌ಗಳ ಪ್ರವೇಶಕ್ಕೆ ಅರ್ಜಿ ಆಹ್ವಾನ (1219, 948, 1506, 1000)
kalyana-photo (900, 113, 1206, 396)
group-photo-certificates-icon (900, 113, 1206, 396)
rule-v-2 (842, 1317, 843, 1778)
uchita-text: ಶ್ರೀ ಧರ್ಮಸ್ಥಳ ಮಂಜುನಾಥೇಶ್ವರ ಶಿಕ್ಷಣ ಟ್ರಸ್ಟ್ ಮತ್ತು ಕೆನರಾ ಬ್ಯಾಂಕ್ ಸಹಯೋಗದಲ್ಲಿ ನಡೆಸುತ್ತಿರುವ ರುಡ್‌ಸೆಟ್ ಸಂಸ್ಥೆ ವತಿಯಿಂದ ಸಿ.ಸಿ.ಟಿ.ವಿ. ಕ್ಯಾಮೆರಾ, ಸೆಕ್ಯೂರಿಟಿ ಅಲಾರಾಂ ಮತ್ತು ಸ್ಮೋಕ್ ಡಿಟೆಕ್ಟರ್ ಅಳವಡಿಕೆ ಮತ್ತು ಸೇವೆ ಕುರಿತು 13 ದಿನಗಳ ಉಚಿತ ತರಬೇತಿಯನ್ನು ಫೆ. 21 ರಿಂದ ಹಮ್ಮಿಕೊಳ್ಳಲಾಗಿದ್ದು, ಗ್ರಾಮೀಣ ಅಭ್ಯರ್ಥಿಗಳಿಂದ ಅರ್ಜಿ ಆಹ್ವಾನಿಸಲಾಗಿದೆ. ಆಸಕ್ತರು 18 ರಿಂದ 45 ವರ್ಷ ವಯೋಮಿತಿಯವರಾಗಿದ್ದು, ಕನ್ನಡ ಭಾಷೆ ಓದಲು ಮತ್ತು ಬರೆಯಲು ಬಲ್ಲವರಾಗಿರಬೇಕು. ಗ್ರಾಮೀಣ ಭಾಗದ ಬಿಪಿಎಲ್ ಕಾರ್ಡ್ ಹಾಗೂ ಆಧಾರ್ ಕಾರ್ಡ್ ಹೊಂದಿರಬೇಕು. ತರಬೇತಿಯ ಅವಧಿಯಲ್ಲಿ ಉಚಿತ ಊಟ ಮತ್ತು ವಸತಿ ನೀಡಲಾಗುವುದು. ಆಸಕ್ತರು ನಿರ್ದೇಶಕರು, ಕೆನರಾ ಬ್ಯಾಂಕ್ ದೇಶೀಯ ಗ್ರಾಮೀಣಾಭಿವೃದ್ಧಿ ಮತ್ತು ಸ್ವಉದ್ಯೋಗ ತರಬೇತಿ ಸಂಸ್ಥೆ, ಕೈಗಾರಿಕಾ ಪ್ರದೇಶ, ಹಾರೋಹಳ್ಳಿ, ರಾಮನಗರ ಜಿಲ್ಲೆ ಇಲ್ಲಿಗೆ ಅರ್ಜಿ ಸಲ್ಲಿಸಬಹುದು. ಹೆಚ್ಚಿನ ಮಾಹಿತಿಗಾಗಿ ಮೊ: 9740982585, 9241482541, 9380162042 ಸಂಪರ್ಕಿಸಬಹುದು ಎಂದು ರುಡ್‌ಸೆಟ್ ಸಂಸ್ಥೆಯ ನಿರ್ದೇಶಕರು ಪ್ರಕಟಣೆಯಲ್ಲಿ ತಿಳಿಸಿದ್ದಾರೆ. (853, 1366, 1201, 1568)
vidyut-body (466, 1081, 1201, 1312)
tiptur-photo (299, 1923, 931, 2154)
rule-h-2 (456, 1008, 1206, 1010)
rule-side-2 (1212, 942, 1520, 943)
rule-v-3 (940, 1778, 942, 2408)
uchita-dateline: ರಾಮನಗರ: (871, 1366, 916, 1379)
vidyarthi-body (11, 668, 448, 1312)
vidyarthi-headline: ವಿದ್ಯಾರ್ಥಿಗಳು ಗುರಿ ಇಟ್ಟುಕೊಂಡು ಬದುಕನ್ನು ಕಟ್ಟಿಕೊಳ್ಳಿರಿ: ಗಾಯತ್ರಿ (40, 414, 420, 495)
